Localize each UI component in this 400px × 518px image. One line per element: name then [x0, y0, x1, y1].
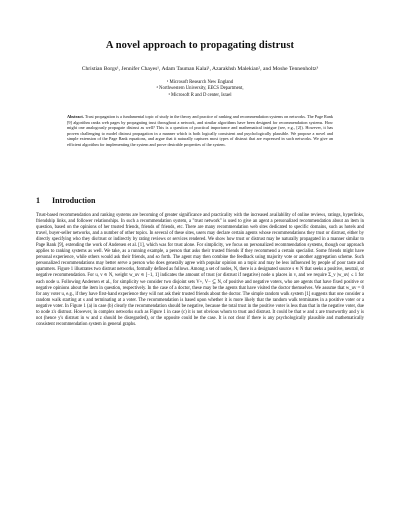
- section-heading: [36, 196, 95, 205]
- section-number: 1: [36, 196, 40, 205]
- abstract-text: Trust propagation is a fundamental topic of study in the theory and practice of ranking and recommendation systems on networks. The Page Rank [9] algorithm ranks web pages by propagating trust throughout a network, and similar algorithms have been designed for recommendation systems. How might one analogously propagate distrust as well? This is a question of practical importance and mathematical intrigue (see, e.g., [2]). However, it has proven challenging to model distrust propagation in a manner which is both logically consistent and psychologically plausible. We propose a novel and simple extension of the Page Rank equations, and argue that it naturally captures most types of distrust that are expressed in such networks. We give an efficient algorithm for implementing the system and prove desirable properties of the system.: [67, 114, 333, 147]
- affiliation-2: ² Northwestern University, EECS Department,: [156, 86, 244, 92]
- body-text: [36, 213, 364, 328]
- abstract-label: Abstract.: [67, 114, 84, 119]
- author-list: Christian Borgs¹, Jennifer Chayes¹, Adam Tauman Kalai¹, Azarakhsh Malekian², and Moshe Tennenholtz³: [81, 66, 319, 72]
- section-title: Introduction: [52, 196, 96, 205]
- paper-title: A novel approach to propagating distrust: [105, 40, 295, 51]
- body-paragraph: Trust-based recommendation and ranking systems are becoming of greater significance and practicality with the increased availability of online reviews, ratings, hyperlinks, friendship links, and follower relationships. In such a recommendation system, a "trust network" is used to give an agent a personalized recommendation about an item in question, based on the opinions of her trusted friends, friends of friends, etc. There are many recommendation web sites dedicated to specific domains, such as hotels and travel, buyer-seller networks, and a number of other topics. In several of these sites, users may declare certain agents whose recommendations they trust or distrust, either by directly specifying who they dis/trust or indirectly by rating reviews or services rendered. We show how trust or distrust may be naturally propagated in a manner similar to Page Rank [9], extending the work of Andersen et al. [1], which was for trust alone. For simplicity, we focus on personalized recommendation systems, though our approach applies to ranking systems as well. We take, as a running example, a person that asks their trusted friends if they recommend a certain specialist. Some friends might have personal experience, while others would ask their friends, and so forth. The agent may then combine the feedback using majority vote or another aggregation scheme. Such personalized recommendations may better serve a person who does generally agree with popular opinion on a topic and may be less influenced by people of poor taste and spammers. Figure 1 illustrates two distrust networks, formally defined as follows. Among a set of nodes, N, there is a designated source s ∈ N that seeks a positive, neutral, or negative recommendation. For u, v ∈ N, weight w_uv ∈ [−1, 1] indicates the amount of trust (or distrust if negative) node u places in v, and we require Σ_v |w_uv| ≤ 1 for each node u. Following Andersen et al., for simplicity we consider two disjoint sets V+, V− ⊆ N, of positive and negative voters, who are agents that have fixed positive or negative opinions about the item in question, respectively. In the case of a doctor, these may be the agents that have visited the doctor themselves. We assume that w_uv = 0 for any voter u, e.g., if they have first-hand experience they will not ask their trusted friends about the doctor. The simple random walk system [1] suggests that one consider a random walk starting at s and terminating at a voter. The recommendation is based upon whether it is more likely that the random walk terminates in a positive voter or a negative voter. In Figure 1 (a) in case (b) clearly the recommendation should be negative, because the total trust in the positive voter is less than that in the negative voter, due to node z's distrust. However, in complex networks such as Figure 1 in case (c) it is not obvious whom to trust and distrust. It could be that w and z are trustworthy and y is not (hence y's distrust in w and z should be disregarded), or the opposite could be the case. It is not clear if there is any psychologically plausible and mathematically consistent recommendation system in general graphs.: [36, 213, 364, 327]
- affiliation-3: ³ Microsoft R and D center, Israel: [168, 92, 232, 98]
- affiliation-list: [20, 80, 380, 99]
- affiliation-1: ¹ Microsoft Research New England: [166, 80, 234, 85]
- abstract: [67, 114, 333, 147]
